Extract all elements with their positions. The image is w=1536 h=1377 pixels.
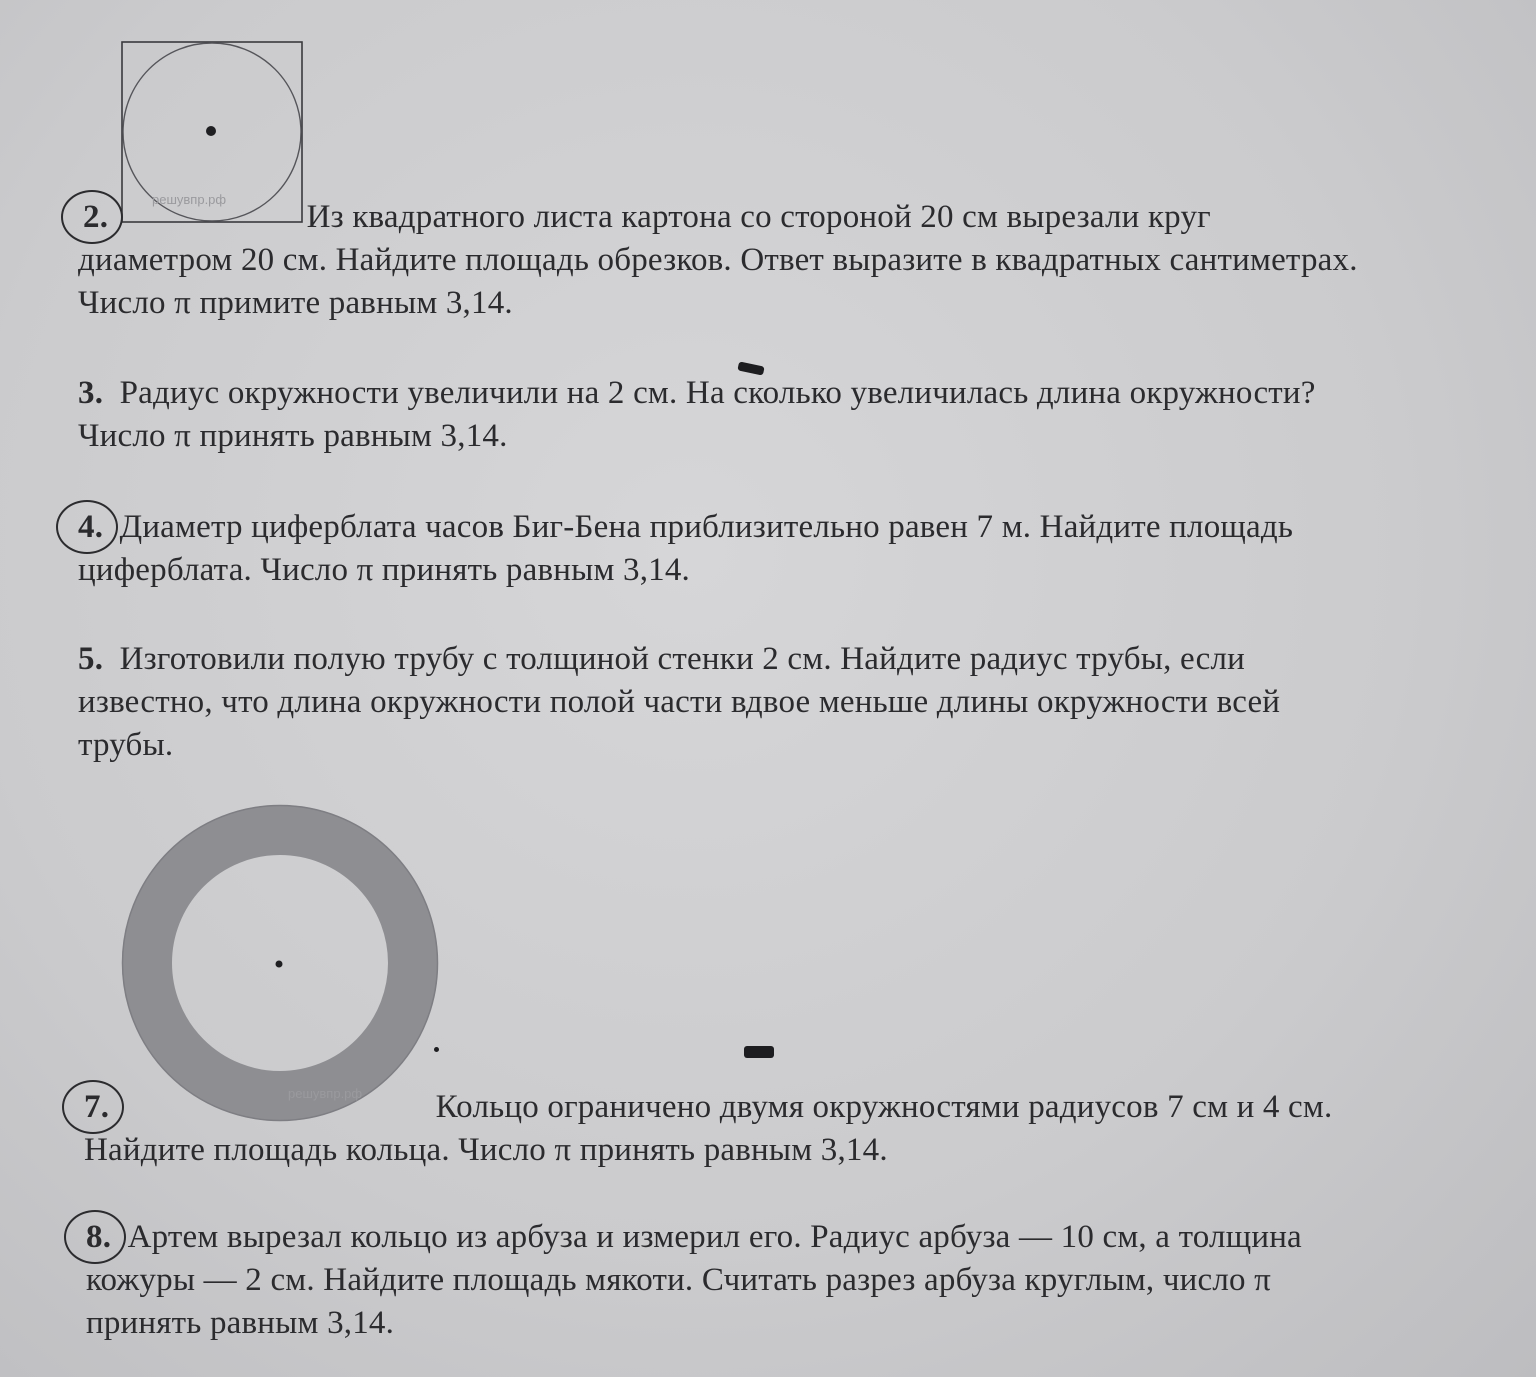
problem-8-text-1: Артем вырезал кольцо из арбуза и измерил его. Радиус арбуза — 10 см, а толщина <box>127 1219 1302 1255</box>
problem-2-line-1 <box>83 196 1528 239</box>
problem-2-number: 2. <box>83 196 108 239</box>
problem-2-text-1: Из квадратного листа картона со стороной 20 см вырезали круг <box>306 199 1211 235</box>
problem-8-number: 8. <box>86 1216 111 1259</box>
problem-5-text-1: Изготовили полую трубу с толщиной стенки 2 см. Найдите радиус трубы, если <box>119 641 1246 677</box>
problem-8-line-1 <box>86 1216 1536 1259</box>
center-point <box>206 126 216 136</box>
problem-8-text-3: принять равным 3,14. <box>86 1305 395 1341</box>
problem-7-text-2: Найдите площадь кольца. Число π принять равным 3,14. <box>84 1132 888 1168</box>
problem-8 <box>86 1216 1536 1345</box>
problem-3-line-1 <box>78 372 1528 415</box>
problem-5 <box>78 638 1528 767</box>
problem-4-line-1 <box>78 506 1528 549</box>
problem-7-text-1: Кольцо ограничено двумя окружностями радиусов 7 см и 4 см. <box>435 1089 1333 1125</box>
problem-7 <box>84 1086 1534 1172</box>
ring-watermark: решувпр.рф <box>288 1086 363 1101</box>
problem-3 <box>78 372 1528 458</box>
problem-3-number: 3. <box>78 375 104 411</box>
problem-4-text-1: Диаметр циферблата часов Биг-Бена приблизительно равен 7 м. Найдите площадь <box>119 509 1294 545</box>
problem-7-line-1 <box>84 1086 1534 1129</box>
problem-4-text-2: циферблата. Число π принять равным 3,14. <box>78 552 691 588</box>
problem-3-text-2: Число π принять равным 3,14. <box>78 418 508 454</box>
ink-mark <box>434 1047 439 1052</box>
problem-7-number: 7. <box>84 1086 109 1129</box>
problem-2 <box>78 196 1528 325</box>
problem-4 <box>78 506 1528 592</box>
square-watermark: решувпр.рф <box>152 192 227 207</box>
problem-8-text-2: кожуры — 2 см. Найдите площадь мякоти. Считать разрез арбуза круглым, число π <box>86 1262 1271 1298</box>
problem-2-text-3: Число π примите равным 3,14. <box>78 285 513 321</box>
problem-5-line-1 <box>78 638 1528 681</box>
problem-5-text-3: трубы. <box>78 727 174 763</box>
ink-mark <box>744 1046 774 1058</box>
ring-center-point <box>276 961 283 968</box>
problem-4-number: 4. <box>78 506 103 549</box>
problem-3-text-1: Радиус окружности увеличили на 2 см. На сколько увеличилась длина окружности? <box>119 375 1316 411</box>
problem-5-number: 5. <box>78 641 104 677</box>
problem-2-text-2: диаметром 20 см. Найдите площадь обрезков. Ответ выразите в квадратных сантиметрах. <box>78 242 1358 278</box>
ring-figure <box>120 800 450 1130</box>
problem-5-text-2: известно, что длина окружности полой части вдвое меньше длины окружности всей <box>78 684 1281 720</box>
